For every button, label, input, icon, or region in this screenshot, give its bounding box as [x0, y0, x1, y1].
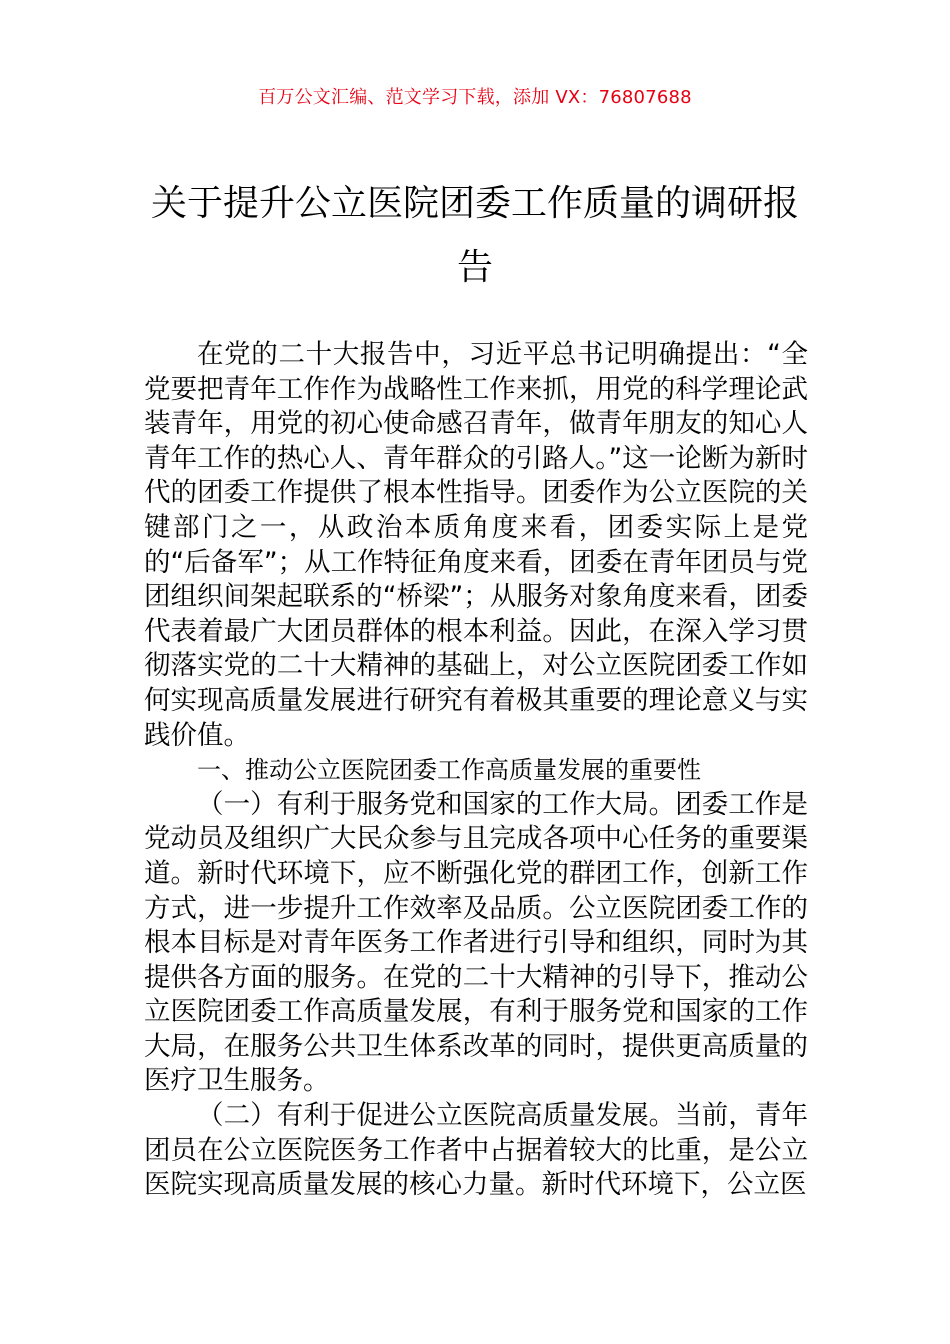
subsection-paragraph-1: （一）有利于服务党和国家的工作大局。团委工作是党动员及组织广大民众参与且完成各项中心任务的重要渠道。新时代环境下，应不断强化党的群团工作，创新工作方式，进一步提升工作效率及品质。公立医院团委工作的根本目标是对青年医务工作者进行引导和组织，同时为其提供各方面的服务。在党的二十大精神的引导下，推动公立医院团委工作高质量发展，有利于服务党和国家的工作大局，在服务公共卫生体系改革的同时，提供更高质量的医疗卫生服务。 — [144, 788, 808, 1097]
document-title: 关于提升公立医院团委工作质量的调研报告 — [150, 183, 799, 288]
section-heading: 一、推动公立医院团委工作高质量发展的重要性 — [197, 756, 701, 785]
watermark-banner: 百万公文汇编、范文学习下载，添加 VX：76807688 — [258, 87, 692, 108]
subsection-paragraph-2: （二）有利于促进公立医院高质量发展。当前，青年团员在公立医院医务工作者中占据着较大的比重，是公立医院实现高质量发展的核心力量。新时代环境下，公立医 — [144, 1100, 808, 1201]
document-body — [144, 338, 808, 1203]
intro-paragraph: 在党的二十大报告中，习近平总书记明确提出：“全党要把青年工作作为战略性工作来抓，用党的科学理论武装青年，用党的初心使命感召青年，做青年朋友的知心人青年工作的热心人、青年群众的引路人。”这一论断为新时代的团委工作提供了根本性指导。团委作为公立医院的关键部门之一，从政治本质角度来看，团委实际上是党的“后备军”；从工作特征角度来看，团委在青年团员与党团组织间架起联系的“桥梁”；从服务对象角度来看，团委代表着最广大团员群体的根本利益。因此，在深入学习贯彻落实党的二十大精神的基础上，对公立医院团委工作如何实现高质量发展进行研究有着极其重要的理论意义与实践价值。 — [144, 339, 808, 751]
